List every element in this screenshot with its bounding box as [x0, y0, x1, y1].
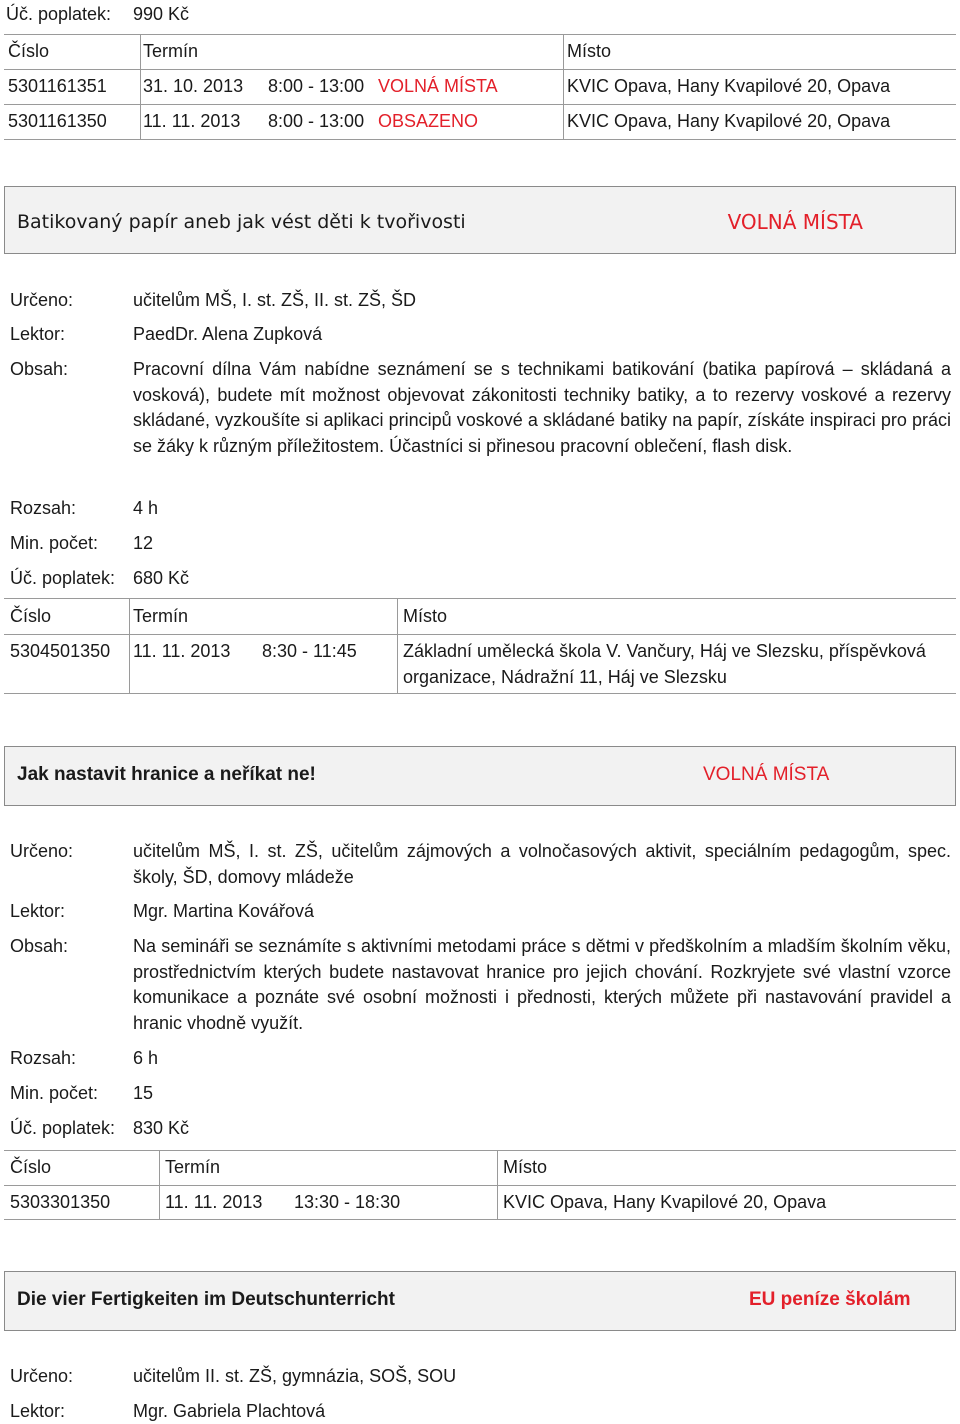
column-divider [159, 1150, 160, 1219]
course-place: KVIC Opava, Hany Kvapilové 20, Opava [503, 1192, 827, 1212]
lecturer: Mgr. Martina Kovářová [133, 901, 315, 921]
label-rozsah: Rozsah: [10, 1048, 77, 1068]
course-header [4, 1271, 956, 1331]
course-number: 5304501350 [10, 641, 111, 661]
course-date: 11. 11. 2013 [165, 1192, 263, 1212]
divider [4, 104, 956, 105]
course-header [4, 186, 956, 254]
min-count: 15 [133, 1083, 154, 1103]
label-urceno: Určeno: [10, 290, 74, 310]
column-divider [497, 1150, 498, 1219]
target-group: učitelům II. st. ZŠ, gymnázia, SOŠ, SOU [133, 1366, 457, 1386]
divider [4, 634, 956, 635]
divider [4, 69, 956, 70]
course-number: 5301161351 [8, 76, 107, 96]
col-header-termin: Termín [143, 41, 199, 61]
col-header-termin: Termín [165, 1157, 221, 1177]
column-divider [397, 598, 398, 693]
label-obsah: Obsah: [10, 359, 69, 379]
status-badge: VOLNÁ MÍSTA [727, 210, 863, 234]
label-urceno: Určeno: [10, 1366, 74, 1386]
course-header [4, 746, 956, 806]
col-header-termin: Termín [133, 606, 189, 626]
course-title: Batikovaný papír aneb jak vést děti k tvořivosti [17, 211, 466, 233]
label-min: Min. počet: [10, 533, 99, 553]
column-divider [129, 598, 130, 693]
target-group: učitelům MŠ, I. st. ZŠ, učitelům zájmových a volnočasových aktivit, speciálním pedagogům, spec. školy, ŠD, domovy mládeže [133, 841, 951, 887]
course-time: 13:30 - 18:30 [294, 1192, 401, 1212]
label-min: Min. počet: [10, 1083, 99, 1103]
divider [4, 598, 956, 599]
duration: 6 h [133, 1048, 159, 1068]
target-group: učitelům MŠ, I. st. ZŠ, II. st. ZŠ, ŠD [133, 290, 417, 310]
fee-value: 990 Kč [133, 4, 190, 24]
divider [4, 693, 956, 694]
col-header-cislo: Číslo [10, 1157, 52, 1177]
label-lektor: Lektor: [10, 1401, 66, 1421]
course-place: KVIC Opava, Hany Kvapilové 20, Opava [567, 76, 891, 96]
course-description: Pracovní dílna Vám nabídne seznámení se s technikami batikování (batika papírová – skládaná a vosková), budete mít možnost objevovat zákonitosti techniky batiky, a to rezervy voskové a rezervy skládané, vyzkoušíte si aplikaci principů voskové a skládané batiky na papír, získáte inspiraci pro práci se žáky k různým příležitostem. Účastníci si přinesou pracovní oblečení, flash disk. [133, 359, 951, 456]
col-header-cislo: Číslo [8, 41, 50, 61]
divider [4, 34, 956, 35]
lecturer: PaedDr. Alena Zupková [133, 324, 323, 344]
course-title: Jak nastavit hranice a neříkat ne! [17, 764, 316, 785]
label-urceno: Určeno: [10, 841, 74, 861]
column-divider [140, 34, 141, 139]
status-badge: OBSAZENO [378, 111, 479, 131]
label-fee: Úč. poplatek: [10, 568, 116, 588]
duration: 4 h [133, 498, 159, 518]
status-badge: EU peníze školám [749, 1289, 911, 1310]
column-divider [563, 34, 564, 139]
course-date: 11. 11. 2013 [143, 111, 241, 131]
label-lektor: Lektor: [10, 901, 66, 921]
divider [4, 1185, 956, 1186]
col-header-cislo: Číslo [10, 606, 52, 626]
fee-value: 830 Kč [133, 1118, 190, 1138]
course-place: Základní umělecká škola V. Vančury, Háj ve Slezsku, příspěvková organizace, Nádražní 11, Háj ve Slezsku [403, 641, 926, 687]
divider [4, 1150, 956, 1151]
course-title: Die vier Fertigkeiten im Deutschunterricht [17, 1289, 395, 1310]
course-time: 8:30 - 11:45 [262, 641, 357, 661]
label-lektor: Lektor: [10, 324, 66, 344]
label-rozsah: Rozsah: [10, 498, 77, 518]
fee-label: Úč. poplatek: [6, 4, 112, 24]
divider [4, 139, 956, 140]
col-header-misto: Místo [567, 41, 612, 61]
col-header-misto: Místo [503, 1157, 548, 1177]
course-time: 8:00 - 13:00 [268, 111, 365, 131]
fee-value: 680 Kč [133, 568, 190, 588]
course-place: KVIC Opava, Hany Kvapilové 20, Opava [567, 111, 891, 131]
course-date: 11. 11. 2013 [133, 641, 231, 661]
course-number: 5303301350 [10, 1192, 111, 1212]
label-fee: Úč. poplatek: [10, 1118, 116, 1138]
course-date: 31. 10. 2013 [143, 76, 244, 96]
status-badge: VOLNÁ MÍSTA [703, 764, 830, 785]
label-obsah: Obsah: [10, 936, 69, 956]
course-number: 5301161350 [8, 111, 107, 131]
lecturer: Mgr. Gabriela Plachtová [133, 1401, 326, 1421]
course-description: Na semináři se seznámíte s aktivními metodami práce s dětmi v předškolním a mladším školním věku, prostřednictvím kterých budete nastavovat hranice pro jejich chování. Rozkryjete své vlastní vzorce komunikace a poznáte své osobní možnosti i přednosti, kterých můžete při nastavování pravidel a hranic vhodně využít. [133, 936, 951, 1033]
col-header-misto: Místo [403, 606, 448, 626]
status-badge: VOLNÁ MÍSTA [378, 76, 498, 96]
min-count: 12 [133, 533, 154, 553]
course-time: 8:00 - 13:00 [268, 76, 365, 96]
divider [4, 1219, 956, 1220]
